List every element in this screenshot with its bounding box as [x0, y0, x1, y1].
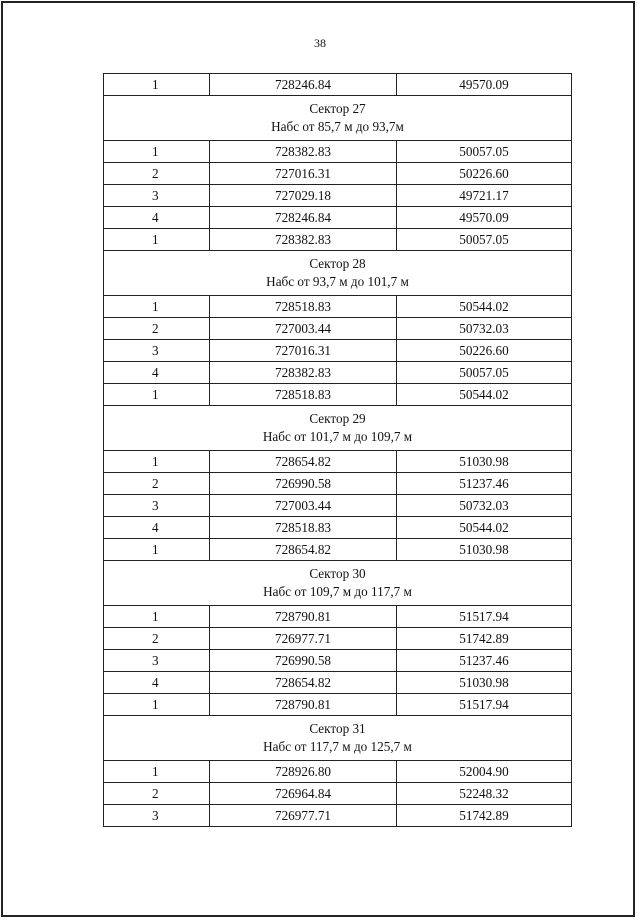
table-row	[104, 517, 572, 539]
point-number: 3	[104, 495, 210, 517]
y-coordinate: 50544.02	[397, 384, 572, 406]
x-coordinate: 728790.81	[210, 694, 397, 716]
y-coordinate: 50732.03	[397, 495, 572, 517]
table-row	[104, 296, 572, 318]
sector-title: Сектор 31	[309, 721, 366, 736]
y-coordinate: 50057.05	[397, 362, 572, 384]
point-number: 2	[104, 318, 210, 340]
table-row	[104, 163, 572, 185]
table-row	[104, 141, 572, 163]
x-coordinate: 726990.58	[210, 650, 397, 672]
point-number: 1	[104, 694, 210, 716]
table-row	[104, 340, 572, 362]
sector-height-range: Набс от 101,7 м до 109,7 м	[262, 429, 413, 444]
point-number: 4	[104, 517, 210, 539]
sector-header-row	[104, 251, 572, 296]
point-number: 3	[104, 185, 210, 207]
point-number: 3	[104, 340, 210, 362]
y-coordinate: 51030.98	[397, 451, 572, 473]
sector-height-range: Набс от 93,7 м до 101,7 м	[266, 274, 409, 289]
x-coordinate: 726977.71	[210, 805, 397, 827]
y-coordinate: 51517.94	[397, 694, 572, 716]
y-coordinate: 49721.17	[397, 185, 572, 207]
point-number: 1	[104, 141, 210, 163]
y-coordinate: 50057.05	[397, 229, 572, 251]
x-coordinate: 727016.31	[210, 163, 397, 185]
point-number: 1	[104, 539, 210, 561]
table-row	[104, 384, 572, 406]
point-number: 1	[104, 761, 210, 783]
table-row	[104, 761, 572, 783]
sector-title: Сектор 29	[309, 411, 366, 426]
table-row	[104, 628, 572, 650]
x-coordinate: 727003.44	[210, 495, 397, 517]
table-row	[104, 694, 572, 716]
page-number: 38	[314, 36, 326, 50]
sector-header	[104, 251, 572, 296]
x-coordinate: 728654.82	[210, 539, 397, 561]
x-coordinate: 728246.84	[210, 207, 397, 229]
sector-title: Сектор 27	[309, 101, 366, 116]
x-coordinate: 726964.84	[210, 783, 397, 805]
table-row	[104, 539, 572, 561]
point-number: 2	[104, 628, 210, 650]
y-coordinate: 51517.94	[397, 606, 572, 628]
sector-header	[104, 716, 572, 761]
y-coordinate: 52004.90	[397, 761, 572, 783]
x-coordinate: 728382.83	[210, 229, 397, 251]
sector-header	[104, 561, 572, 606]
y-coordinate: 51237.46	[397, 650, 572, 672]
y-coordinate: 51030.98	[397, 539, 572, 561]
sector-header-row	[104, 406, 572, 451]
x-coordinate: 726977.71	[210, 628, 397, 650]
x-coordinate: 728518.83	[210, 296, 397, 318]
y-coordinate: 51742.89	[397, 628, 572, 650]
point-number: 1	[104, 229, 210, 251]
x-coordinate: 728518.83	[210, 517, 397, 539]
point-number: 1	[104, 296, 210, 318]
sector-header	[104, 96, 572, 141]
x-coordinate: 728246.84	[210, 74, 397, 96]
x-coordinate: 728654.82	[210, 672, 397, 694]
sector-header	[104, 406, 572, 451]
sector-height-range: Набс от 85,7 м до 93,7м	[271, 119, 404, 134]
x-coordinate: 728382.83	[210, 141, 397, 163]
point-number: 1	[104, 74, 210, 96]
y-coordinate: 50544.02	[397, 296, 572, 318]
x-coordinate: 728654.82	[210, 451, 397, 473]
table-row	[104, 207, 572, 229]
y-coordinate: 51030.98	[397, 672, 572, 694]
table-row	[104, 672, 572, 694]
y-coordinate: 50226.60	[397, 340, 572, 362]
table-row	[104, 495, 572, 517]
point-number: 3	[104, 805, 210, 827]
point-number: 4	[104, 207, 210, 229]
point-number: 2	[104, 473, 210, 495]
sector-height-range: Набс от 109,7 м до 117,7 м	[263, 584, 412, 599]
point-number: 1	[104, 451, 210, 473]
x-coordinate: 727029.18	[210, 185, 397, 207]
point-number: 1	[104, 384, 210, 406]
coordinates-table	[103, 73, 572, 827]
x-coordinate: 728790.81	[210, 606, 397, 628]
point-number: 3	[104, 650, 210, 672]
y-coordinate: 50544.02	[397, 517, 572, 539]
point-number: 2	[104, 163, 210, 185]
y-coordinate: 50732.03	[397, 318, 572, 340]
x-coordinate: 728926.80	[210, 761, 397, 783]
point-number: 4	[104, 672, 210, 694]
y-coordinate: 49570.09	[397, 207, 572, 229]
y-coordinate: 52248.32	[397, 783, 572, 805]
x-coordinate: 727016.31	[210, 340, 397, 362]
sector-header-row	[104, 716, 572, 761]
table-row	[104, 229, 572, 251]
y-coordinate: 50226.60	[397, 163, 572, 185]
table-row	[104, 805, 572, 827]
y-coordinate: 49570.09	[397, 74, 572, 96]
sector-title: Сектор 30	[309, 566, 366, 581]
table-row	[104, 473, 572, 495]
sector-height-range: Набс от 117,7 м до 125,7 м	[263, 739, 412, 754]
table-row	[104, 185, 572, 207]
table-row	[104, 318, 572, 340]
point-number: 1	[104, 606, 210, 628]
x-coordinate: 728382.83	[210, 362, 397, 384]
table-row	[104, 74, 572, 96]
x-coordinate: 726990.58	[210, 473, 397, 495]
x-coordinate: 728518.83	[210, 384, 397, 406]
table-row	[104, 783, 572, 805]
y-coordinate: 51237.46	[397, 473, 572, 495]
table-row	[104, 650, 572, 672]
table-row	[104, 451, 572, 473]
sector-title: Сектор 28	[309, 256, 366, 271]
point-number: 2	[104, 783, 210, 805]
y-coordinate: 50057.05	[397, 141, 572, 163]
sector-header-row	[104, 96, 572, 141]
x-coordinate: 727003.44	[210, 318, 397, 340]
table-row	[104, 606, 572, 628]
y-coordinate: 51742.89	[397, 805, 572, 827]
table-row	[104, 362, 572, 384]
point-number: 4	[104, 362, 210, 384]
sector-header-row	[104, 561, 572, 606]
